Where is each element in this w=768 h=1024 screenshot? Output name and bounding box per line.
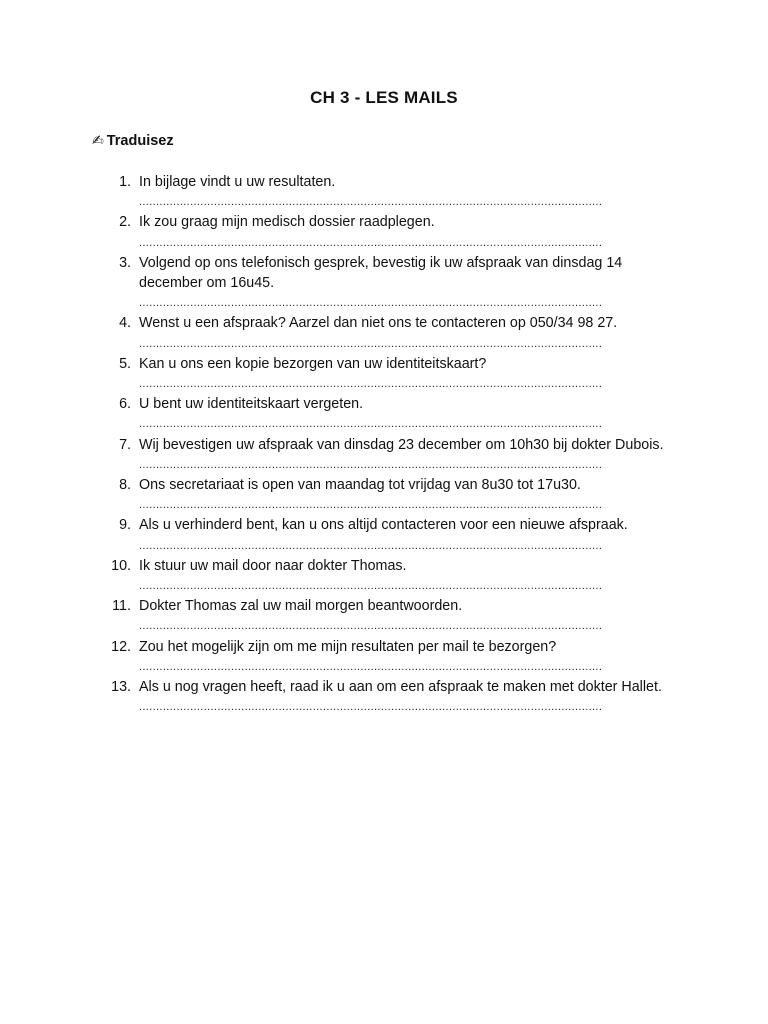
item-number: 11. — [112, 598, 131, 615]
answer-line: ........................................................................................................................................ — [139, 458, 603, 471]
item-sentence: Als u nog vragen heeft, raad ik u aan om een afspraak te maken met dokter Hallet. — [139, 679, 662, 696]
item-sentence: Wenst u een afspraak? Aarzel dan niet ons te contacteren op 050/34 98 27. — [139, 315, 618, 332]
answer-line: ........................................................................................................................................ — [139, 660, 603, 673]
writing-hand-icon: ✍ — [92, 132, 104, 148]
item-sentence: U bent uw identiteitskaart vergeten. — [139, 396, 364, 413]
item-sentence: Dokter Thomas zal uw mail morgen beantwoorden. — [139, 598, 463, 615]
list-item — [104, 172, 664, 212]
list-item — [104, 253, 664, 314]
list-item — [104, 435, 664, 475]
exercise-list — [104, 172, 664, 717]
answer-line: ........................................................................................................................................ — [139, 499, 603, 512]
answer-line: ........................................................................................................................................ — [139, 701, 603, 714]
answer-line: ........................................................................................................................................ — [139, 539, 603, 552]
item-number: 1. — [119, 174, 131, 190]
item-sentence: Als u verhinderd bent, kan u ons altijd contacteren voor een nieuwe afspraak. — [139, 517, 628, 534]
answer-line: ........................................................................................................................................ — [139, 580, 603, 593]
item-number: 7. — [119, 436, 131, 453]
answer-line: ........................................................................................................................................ — [139, 378, 603, 391]
item-sentence: Wij bevestigen uw afspraak van dinsdag 23 december om 10h30 bij dokter Dubois. — [139, 436, 664, 453]
list-item — [104, 354, 664, 394]
item-number: 13. — [111, 679, 131, 696]
item-sentence: Volgend op ons telefonisch gesprek, bevestig ik uw afspraak van dinsdag 14 december om 16u45. — [139, 254, 623, 292]
answer-line: ........................................................................................................................................ — [139, 620, 603, 633]
list-item — [104, 596, 664, 636]
item-number: 2. — [119, 214, 131, 231]
list-item — [104, 556, 664, 596]
list-item — [104, 637, 664, 677]
item-sentence: Ik zou graag mijn medisch dossier raadplegen. — [139, 214, 435, 231]
list-item — [104, 515, 664, 555]
answer-line: ........................................................................................................................................ — [139, 337, 603, 350]
item-sentence: Ik stuur uw mail door naar dokter Thomas. — [139, 557, 407, 574]
item-sentence: In bijlage vindt u uw resultaten. — [139, 174, 336, 190]
page-title: CH 3 - LES MAILS — [310, 88, 458, 107]
instruction-label: Traduisez — [106, 132, 174, 149]
item-number: 10. — [111, 557, 131, 574]
item-sentence: Kan u ons een kopie bezorgen van uw identiteitskaart? — [139, 355, 487, 372]
item-sentence: Zou het mogelijk zijn om me mijn resultaten per mail te bezorgen? — [139, 638, 557, 655]
answer-line: ........................................................................................................................................ — [139, 196, 603, 209]
instruction — [92, 132, 174, 149]
list-item — [104, 394, 664, 434]
answer-line: ........................................................................................................................................ — [139, 236, 603, 249]
item-number: 9. — [119, 517, 131, 534]
answer-line: ........................................................................................................................................ — [139, 297, 603, 310]
item-number: 12. — [111, 638, 131, 655]
list-item — [104, 212, 664, 252]
item-number: 3. — [119, 254, 131, 271]
list-item — [104, 475, 664, 515]
item-number: 8. — [119, 477, 131, 494]
list-item — [104, 677, 664, 717]
item-number: 5. — [119, 355, 131, 372]
item-number: 6. — [119, 396, 131, 413]
item-number: 4. — [119, 315, 131, 332]
item-sentence: Ons secretariaat is open van maandag tot vrijdag van 8u30 tot 17u30. — [139, 477, 581, 494]
answer-line: ........................................................................................................................................ — [139, 418, 603, 431]
list-item — [104, 313, 664, 353]
